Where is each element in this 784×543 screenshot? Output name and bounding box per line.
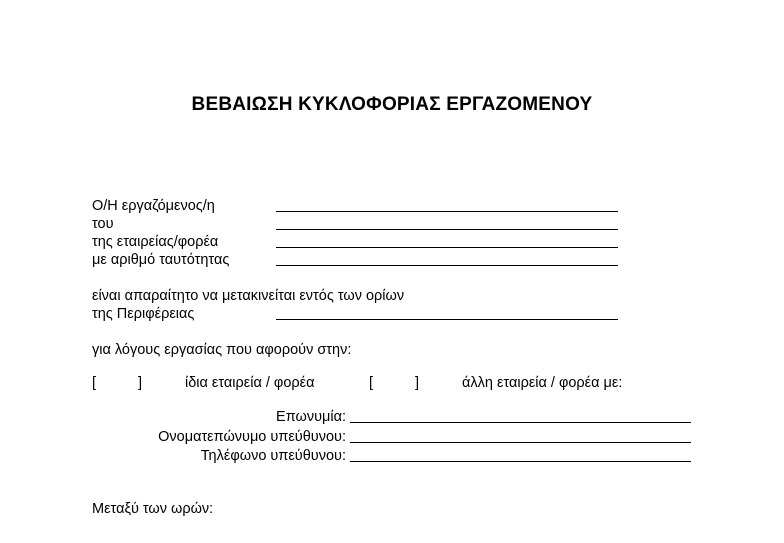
hours-label: Μεταξύ των ωρών: (92, 501, 214, 517)
employee-label: Ο/Η εργαζόμενος/η (92, 198, 215, 214)
employee-name-field[interactable] (276, 211, 618, 212)
id-label: με αριθμό ταυτότητας (92, 252, 230, 268)
document-title: ΒΕΒΑΙΩΣΗ ΚΥΚΛΟΦΟΡΙΑΣ ΕΡΓΑΖΟΜΕΝΟΥ (191, 94, 593, 115)
responsible-name-label: Ονοματεπώνυμο υπεύθυνου: (158, 429, 346, 445)
company-name-label: Επωνυμία: (276, 409, 346, 425)
responsible-phone-label: Τηλέφωνο υπεύθυνου: (200, 448, 346, 464)
movement-statement: είναι απαραίτητο να μετακινείται εντός των ορίων (92, 288, 405, 304)
same-company-open-bracket: [ (92, 375, 97, 391)
region-label: της Περιφέρειας (92, 306, 195, 322)
responsible-phone-field[interactable] (350, 461, 691, 462)
father-name-field[interactable] (276, 229, 618, 230)
other-company-close-bracket: ] (415, 375, 420, 391)
work-reasons-label: για λόγους εργασίας που αφορούν στην: (92, 342, 352, 358)
company-name-field[interactable] (350, 422, 691, 423)
other-company-open-bracket: [ (369, 375, 374, 391)
company-field[interactable] (276, 247, 618, 248)
region-field[interactable] (276, 319, 618, 320)
responsible-name-field[interactable] (350, 442, 691, 443)
father-label: του (92, 216, 114, 232)
id-number-field[interactable] (276, 265, 618, 266)
same-company-label: ίδια εταιρεία / φορέα (185, 375, 315, 391)
same-company-close-bracket: ] (138, 375, 143, 391)
other-company-label: άλλη εταιρεία / φορέα με: (462, 375, 623, 391)
company-label: της εταιρείας/φορέα (92, 234, 219, 250)
